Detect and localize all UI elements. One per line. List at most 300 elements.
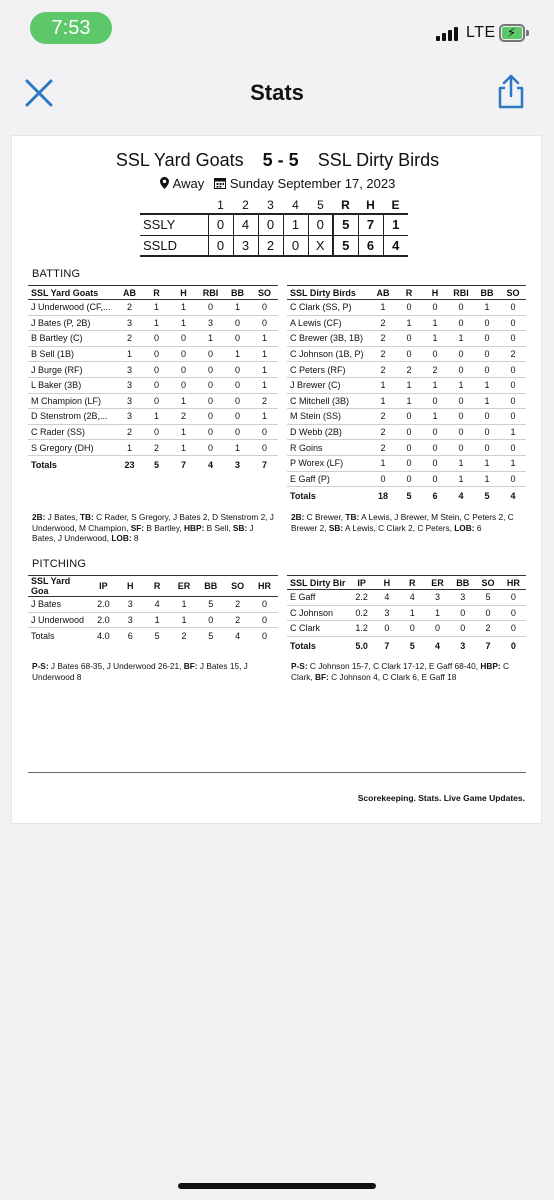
stat-cell: 0 [170, 346, 197, 362]
total-cell: 23 [124, 459, 135, 470]
table-header-row [28, 286, 278, 300]
stat-cell: 1 [425, 605, 450, 621]
stat-cell: 0 [197, 440, 224, 456]
player-name: B Bartley (C) [28, 331, 116, 347]
column-header: R [396, 286, 422, 300]
hits-total: 6 [358, 235, 383, 256]
stat-cell: 1 [370, 377, 396, 393]
stat-cell: 1 [197, 331, 224, 347]
stat-cell: 1 [224, 300, 251, 316]
batting-table-yard-goats [28, 285, 278, 473]
calendar-icon [214, 177, 226, 189]
column-header: RBI [197, 286, 224, 300]
column-header: AB [370, 286, 396, 300]
stat-cell: 0 [500, 393, 526, 409]
totals-label: Totals [31, 630, 55, 641]
stat-cell: 0 [224, 409, 251, 425]
stat-cell: 3 [374, 605, 399, 621]
stat-cell: 0 [448, 346, 474, 362]
note-label: P-S: [291, 661, 308, 671]
player-name: B Sell (1B) [28, 346, 116, 362]
column-header: RBI [448, 286, 474, 300]
inning-score: 0 [308, 214, 333, 235]
stat-cell: 0 [143, 346, 170, 362]
player-name: L Baker (3B) [28, 377, 116, 393]
note-text: B Bartley, [144, 522, 185, 533]
stat-cell: 2 [224, 597, 251, 613]
player-name: C Clark [287, 621, 349, 637]
stat-cell: 0 [422, 393, 448, 409]
stat-cell: 1 [422, 315, 448, 331]
stat-cell: 1 [170, 393, 197, 409]
stat-cell: 2.0 [90, 597, 117, 613]
table-row [28, 315, 278, 331]
stat-cell: 0 [396, 455, 422, 471]
total-cell: 7 [261, 459, 267, 470]
inning-score: 1 [283, 214, 308, 235]
player-name: J Brewer (C) [287, 377, 370, 393]
total-cell: 0 [262, 630, 268, 641]
stat-cell: 0 [251, 300, 278, 316]
table-row [287, 377, 526, 393]
stat-cell: 3 [425, 590, 450, 606]
linescore-row [140, 214, 408, 235]
stat-cell: 1 [396, 315, 422, 331]
total-cell: 4.0 [97, 630, 110, 641]
stat-cell: 0 [143, 393, 170, 409]
stat-cell: 2 [500, 346, 526, 362]
stat-cell: 0 [396, 346, 422, 362]
column-header: SO [475, 576, 500, 590]
stat-cell: 3 [116, 315, 143, 331]
table-row [28, 440, 278, 456]
column-header: HR [501, 576, 526, 590]
total-cell: 6 [432, 490, 438, 501]
table-row [28, 331, 278, 347]
stat-cell: 0 [500, 315, 526, 331]
inning-score: 0 [283, 235, 308, 256]
inning-score: 3 [233, 235, 258, 256]
location-pin-icon [160, 177, 169, 189]
player-name: J Underwood (CF,... [28, 300, 116, 316]
player-name: D Webb (2B) [287, 424, 370, 440]
stat-cell: 1 [500, 455, 526, 471]
inning-score: 4 [233, 214, 258, 235]
stat-cell: 4 [374, 590, 399, 606]
player-name: C Rader (SS) [28, 424, 116, 440]
note-text: A Lewis, J Brewer, M Stein, C Peters 2, C Brewer 2, [291, 512, 514, 533]
total-cell: 5 [208, 630, 214, 641]
stat-cell: 0 [500, 440, 526, 456]
total-cell: 6 [127, 630, 133, 641]
column-header: AB [116, 286, 143, 300]
note-text: C Brewer, [304, 512, 346, 522]
note-label: TB: [345, 512, 360, 522]
total-cell: 5 [154, 630, 160, 641]
stat-cell: 0 [474, 362, 500, 378]
column-header: R [400, 576, 425, 590]
column-header: SO [500, 286, 526, 300]
table-row [28, 393, 278, 409]
totals-row [28, 455, 278, 473]
network-label: LTE [466, 24, 496, 41]
stat-cell: 1 [143, 315, 170, 331]
stat-cell: 0 [474, 424, 500, 440]
batting-notes-yard-goats [32, 512, 276, 544]
stat-cell: 1 [224, 346, 251, 362]
column-header: HR [251, 576, 278, 597]
note-text: A Lewis, C Clark 2, C Peters, [343, 522, 455, 533]
note-text: B Sell, [204, 522, 233, 533]
player-name: D Stenstrom (2B,... [28, 409, 116, 425]
game-info [12, 176, 543, 191]
player-name: J Burge (RF) [28, 362, 116, 378]
column-header: SO [224, 576, 251, 597]
note-label: P-S: [32, 661, 49, 671]
stat-cell: 2 [422, 362, 448, 378]
stat-cell: 1 [251, 377, 278, 393]
note-label: LOB: [454, 522, 475, 533]
table-row [287, 471, 526, 487]
stat-cell: 1 [251, 409, 278, 425]
stat-cell: 1 [448, 377, 474, 393]
inning-header: 2 [242, 198, 249, 212]
stat-cell: 0 [143, 331, 170, 347]
total-cell: 7 [485, 640, 491, 651]
player-name: C Clark (SS, P) [287, 300, 370, 316]
stat-cell: 0 [170, 362, 197, 378]
team-column-header: SSL Dirty Bir [287, 576, 349, 590]
player-name: C Brewer (3B, 1B) [287, 331, 370, 347]
stat-cell: 0 [422, 455, 448, 471]
note-label: LOB: [111, 533, 132, 543]
stat-cell: 2 [224, 612, 251, 628]
stat-cell: 2 [370, 440, 396, 456]
stat-cell: 0 [400, 621, 425, 637]
runs-total: 5 [333, 214, 358, 235]
stat-cell: 0.2 [349, 605, 374, 621]
player-name: C Mitchell (3B) [287, 393, 370, 409]
stat-cell: 1 [170, 315, 197, 331]
stat-cell: 2 [370, 331, 396, 347]
note-label: SF: [130, 522, 145, 533]
stat-cell: 0 [224, 424, 251, 440]
stat-cell: 0 [396, 409, 422, 425]
stat-cell: 0 [251, 612, 278, 628]
hits-header: H [366, 198, 375, 212]
stat-cell: 0 [448, 393, 474, 409]
stat-cell: 1 [474, 471, 500, 487]
stat-cell: 3 [116, 362, 143, 378]
pitching-table-yard-goats [28, 575, 278, 644]
player-name: C Johnson (1B, P) [287, 346, 370, 362]
stat-cell: 2 [370, 409, 396, 425]
inning-score: 0 [208, 235, 233, 256]
stat-cell: 1 [171, 612, 198, 628]
stat-cell: 0 [500, 362, 526, 378]
pitching-table-dirty-birds [287, 575, 526, 654]
stat-cell: 1 [474, 455, 500, 471]
column-header: BB [474, 286, 500, 300]
note-label: TB: [79, 512, 94, 522]
stat-cell: 2 [370, 424, 396, 440]
inning-score: 0 [258, 214, 283, 235]
stat-cell: 1 [474, 377, 500, 393]
note-text: 8 [131, 533, 139, 543]
note-text: C Johnson 15-7, C Clark 17-12, E Gaff 68-40, [307, 661, 481, 671]
stat-cell: 0 [448, 300, 474, 316]
stat-cell: 2 [475, 621, 500, 637]
stat-cell: 0 [197, 300, 224, 316]
total-cell: 0 [510, 640, 516, 651]
player-name: J Underwood [28, 612, 90, 628]
player-name: S Gregory (DH) [28, 440, 116, 456]
stat-cell: 1 [422, 409, 448, 425]
player-name: R Goins [287, 440, 370, 456]
note-text: J Bates, [45, 512, 80, 522]
stat-cell: 1 [171, 597, 198, 613]
stat-cell: 0 [197, 393, 224, 409]
stat-cell: 0 [396, 471, 422, 487]
game-score: 5 - 5 [262, 150, 299, 170]
total-cell: 18 [377, 490, 388, 501]
total-cell: 4 [207, 459, 213, 470]
note-label: HBP: [184, 522, 205, 533]
stat-cell: 0 [474, 346, 500, 362]
stat-cell: 0 [501, 621, 526, 637]
stat-cell: 0 [224, 377, 251, 393]
stat-cell: 0 [450, 605, 475, 621]
stat-cell: 0 [500, 471, 526, 487]
table-row [287, 300, 526, 316]
stat-cell: 2 [370, 362, 396, 378]
inning-score: 2 [258, 235, 283, 256]
column-header: R [143, 286, 170, 300]
stat-cell: 4 [400, 590, 425, 606]
stat-cell: 0 [500, 331, 526, 347]
stat-cell: 0 [422, 471, 448, 487]
totals-label: Totals [31, 459, 57, 470]
linescore-table [140, 198, 408, 257]
stat-cell: 0 [197, 362, 224, 378]
stat-cell: 0 [425, 621, 450, 637]
player-name: E Gaff [287, 590, 349, 606]
table-row [28, 346, 278, 362]
inning-score: 0 [208, 214, 233, 235]
stat-cell: 3 [450, 590, 475, 606]
status-time[interactable]: 7:53 [30, 12, 112, 44]
column-header: H [422, 286, 448, 300]
footer-tagline: Scorekeeping. Stats. Live Game Updates. [357, 793, 525, 803]
linescore-header [140, 198, 408, 214]
stats-document[interactable] [11, 135, 542, 824]
totals-label: Totals [290, 640, 316, 651]
team-column-header: SSL Dirty Birds [287, 286, 370, 300]
table-row [287, 346, 526, 362]
stat-cell: 3 [116, 409, 143, 425]
table-header-row [287, 576, 526, 590]
stat-cell: 1 [422, 331, 448, 347]
table-row [28, 597, 278, 613]
stat-cell: 0 [224, 393, 251, 409]
stat-cell: 1 [251, 362, 278, 378]
stat-cell: 0 [448, 315, 474, 331]
stat-cell: 5 [475, 590, 500, 606]
table-row [287, 393, 526, 409]
stat-cell: 1 [474, 300, 500, 316]
table-row [287, 605, 526, 621]
column-header: BB [450, 576, 475, 590]
stat-cell: 2 [116, 424, 143, 440]
table-row [28, 409, 278, 425]
signal-icon [436, 27, 460, 41]
table-row [287, 621, 526, 637]
stat-cell: 1 [448, 331, 474, 347]
player-name: M Stein (SS) [287, 409, 370, 425]
player-name: A Lewis (CF) [287, 315, 370, 331]
matchup-heading [12, 150, 543, 171]
home-indicator[interactable] [178, 1183, 376, 1189]
stat-cell: 0 [474, 331, 500, 347]
stat-cell: 0 [422, 440, 448, 456]
stat-cell: 1 [370, 393, 396, 409]
inning-header: 3 [267, 198, 274, 212]
total-cell: 5 [409, 640, 415, 651]
total-cell: 7 [180, 459, 186, 470]
table-row [28, 612, 278, 628]
note-label: BF: [183, 661, 198, 671]
stat-cell: 0 [396, 424, 422, 440]
stat-cell: 1 [170, 300, 197, 316]
stat-cell: 0 [500, 409, 526, 425]
stat-cell: 3 [116, 377, 143, 393]
table-row [287, 455, 526, 471]
stat-cell: 0 [448, 362, 474, 378]
stat-cell: 2 [116, 331, 143, 347]
table-row [28, 424, 278, 440]
total-cell: 4 [235, 630, 241, 641]
column-header: IP [90, 576, 117, 597]
runs-total: 5 [333, 235, 358, 256]
team-column-header: SSL Yard Goats [28, 286, 116, 300]
stat-cell: 1 [400, 605, 425, 621]
stat-cell: 0 [450, 621, 475, 637]
column-header: SO [251, 286, 278, 300]
stat-cell: 1 [251, 331, 278, 347]
column-header: IP [349, 576, 374, 590]
stat-cell: 5 [197, 597, 224, 613]
total-cell: 2 [181, 630, 187, 641]
stat-cell: 0 [474, 440, 500, 456]
runs-header: R [341, 198, 350, 212]
stat-cell: 2 [370, 315, 396, 331]
note-text: C Johnson 4, C Clark 6, E Gaff 18 [328, 671, 457, 682]
table-row [287, 424, 526, 440]
note-label: 2B: [291, 512, 305, 522]
errors-total: 4 [383, 235, 408, 256]
stat-cell: 0 [374, 621, 399, 637]
table-row [28, 377, 278, 393]
share-icon [494, 74, 528, 110]
stat-cell: 1 [170, 424, 197, 440]
column-header: H [170, 286, 197, 300]
pitching-section-title: PITCHING [32, 558, 87, 570]
player-name: J Bates [28, 597, 90, 613]
stat-cell: 0 [197, 346, 224, 362]
share-button[interactable] [494, 74, 528, 110]
total-cell: 3 [460, 640, 466, 651]
player-name: P Worex (LF) [287, 455, 370, 471]
note-text: J Bates 15, J Underwood 8 [32, 661, 248, 682]
stat-cell: 0 [170, 331, 197, 347]
stat-cell: 1 [251, 346, 278, 362]
stat-cell: 2 [170, 409, 197, 425]
stat-cell: 0 [500, 300, 526, 316]
stat-cell: 1 [144, 612, 171, 628]
page-title: Stats [250, 80, 304, 105]
table-row [28, 362, 278, 378]
game-date: Sunday September 17, 2023 [229, 176, 396, 191]
stat-cell: 0 [475, 605, 500, 621]
stat-cell: 0 [143, 377, 170, 393]
stat-cell: 2.0 [90, 612, 117, 628]
inning-header: 4 [292, 198, 299, 212]
stat-cell: 0 [224, 362, 251, 378]
column-header: BB [224, 286, 251, 300]
player-name: C Johnson [287, 605, 349, 621]
stat-cell: 1 [500, 424, 526, 440]
linescore-team: SSLY [140, 214, 208, 235]
stat-cell: 0 [422, 300, 448, 316]
stat-cell: 0 [197, 409, 224, 425]
stat-cell: 0 [448, 440, 474, 456]
stat-cell: 1 [116, 440, 143, 456]
note-label: BF: [314, 671, 329, 682]
player-name: M Champion (LF) [28, 393, 116, 409]
total-cell: 5 [484, 490, 490, 501]
total-cell: 5.0 [355, 640, 368, 651]
stat-cell: 0 [143, 424, 170, 440]
player-name: E Gaff (P) [287, 471, 370, 487]
nav-bar [0, 58, 554, 128]
column-header: H [117, 576, 144, 597]
stat-cell: 0 [197, 424, 224, 440]
linescore-row [140, 235, 408, 256]
player-name: J Bates (P, 2B) [28, 315, 116, 331]
total-cell: 5 [153, 459, 159, 470]
stat-cell: 1 [474, 393, 500, 409]
stat-cell: 0 [448, 424, 474, 440]
column-header: H [374, 576, 399, 590]
total-cell: 3 [234, 459, 240, 470]
stat-cell: 0 [224, 315, 251, 331]
total-cell: 4 [458, 490, 464, 501]
battery-icon: ⚡ [499, 24, 525, 42]
stat-cell: 1 [448, 455, 474, 471]
column-header: ER [425, 576, 450, 590]
inning-score: X [308, 235, 333, 256]
player-name: C Peters (RF) [287, 362, 370, 378]
inning-header: 5 [317, 198, 324, 212]
stat-cell: 0 [500, 377, 526, 393]
stat-cell: 1 [370, 455, 396, 471]
table-row [28, 300, 278, 316]
stat-cell: 0 [197, 377, 224, 393]
stat-cell: 3 [117, 597, 144, 613]
note-label: 2B: [32, 512, 46, 522]
stat-cell: 0 [370, 471, 396, 487]
pitching-notes-yard-goats [32, 661, 276, 682]
